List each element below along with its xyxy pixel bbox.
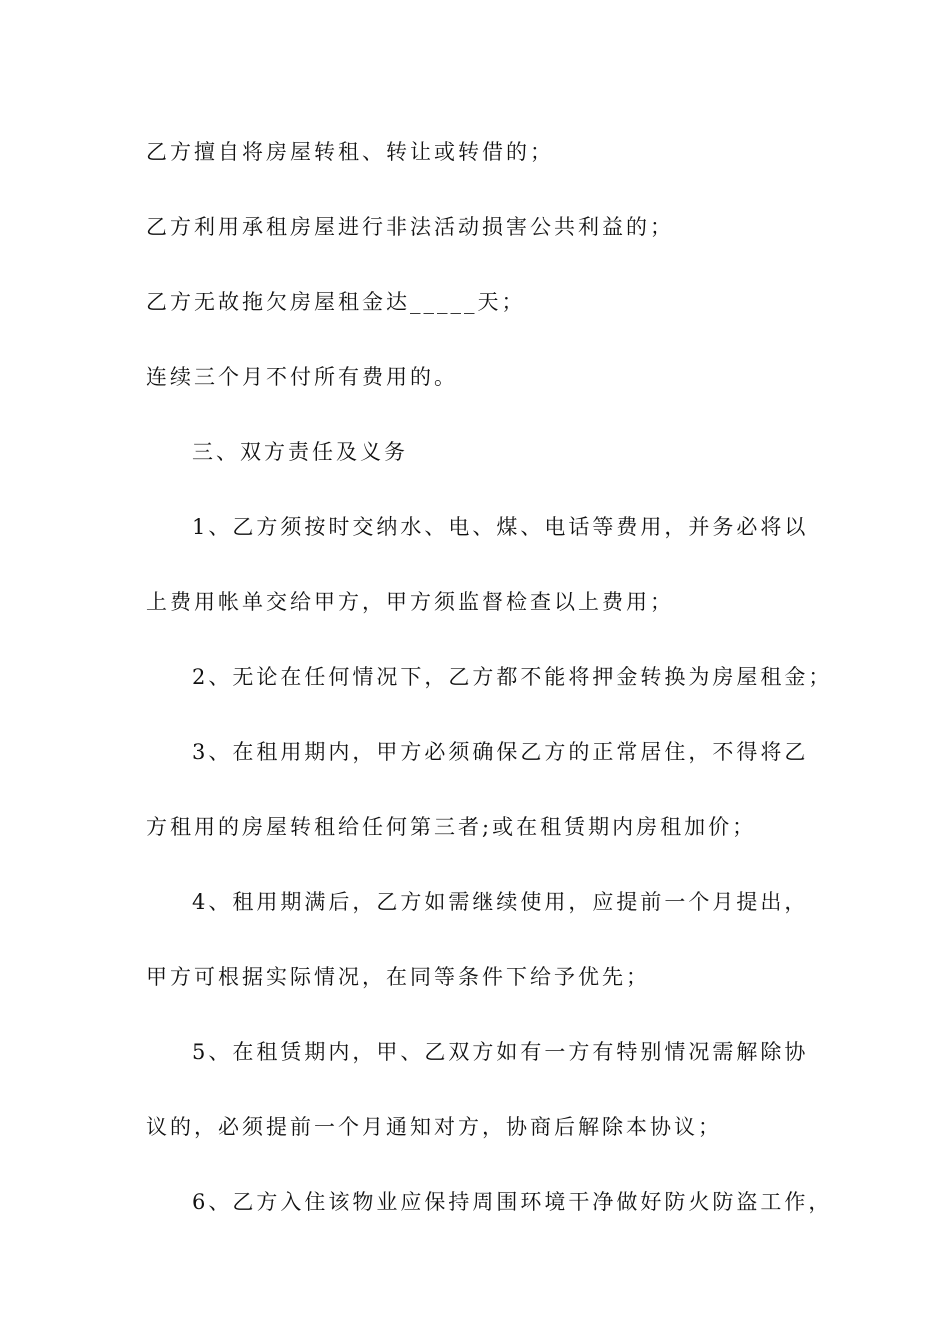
clause-2-line-1: 2、无论在任何情况下，乙方都不能将押金转换为房屋租金；: [192, 665, 833, 689]
text-line-3: 乙方无故拖欠房屋租金达_____天；: [146, 290, 526, 314]
clause-5-line-1: 5、在租赁期内，甲、乙双方如有一方有特别情况需解除协: [192, 1040, 809, 1064]
text-line-1: 乙方擅自将房屋转租、转让或转借的；: [146, 140, 554, 164]
clause-4-line-2: 甲方可根据实际情况，在同等条件下给予优先；: [146, 965, 650, 989]
clause-5-line-2: 议的，必须提前一个月通知对方，协商后解除本协议；: [146, 1115, 722, 1139]
section-heading: 三、双方责任及义务: [192, 440, 408, 464]
clause-1-line-1: 1、乙方须按时交纳水、电、煤、电话等费用，并务必将以: [192, 515, 809, 539]
clause-1-line-2: 上费用帐单交给甲方，甲方须监督检查以上费用；: [146, 590, 674, 614]
text-line-4: 连续三个月不付所有费用的。: [146, 365, 458, 389]
text-line-2: 乙方利用承租房屋进行非法活动损害公共利益的；: [146, 215, 674, 239]
clause-6-line-1: 6、乙方入住该物业应保持周围环境干净做好防火防盗工作，: [192, 1190, 833, 1214]
clause-4-line-1: 4、租用期满后，乙方如需继续使用，应提前一个月提出，: [192, 890, 809, 914]
clause-3-line-2: 方租用的房屋转租给任何第三者;或在租赁期内房租加价；: [146, 815, 757, 839]
clause-3-line-1: 3、在租用期内，甲方必须确保乙方的正常居住，不得将乙: [192, 740, 809, 764]
